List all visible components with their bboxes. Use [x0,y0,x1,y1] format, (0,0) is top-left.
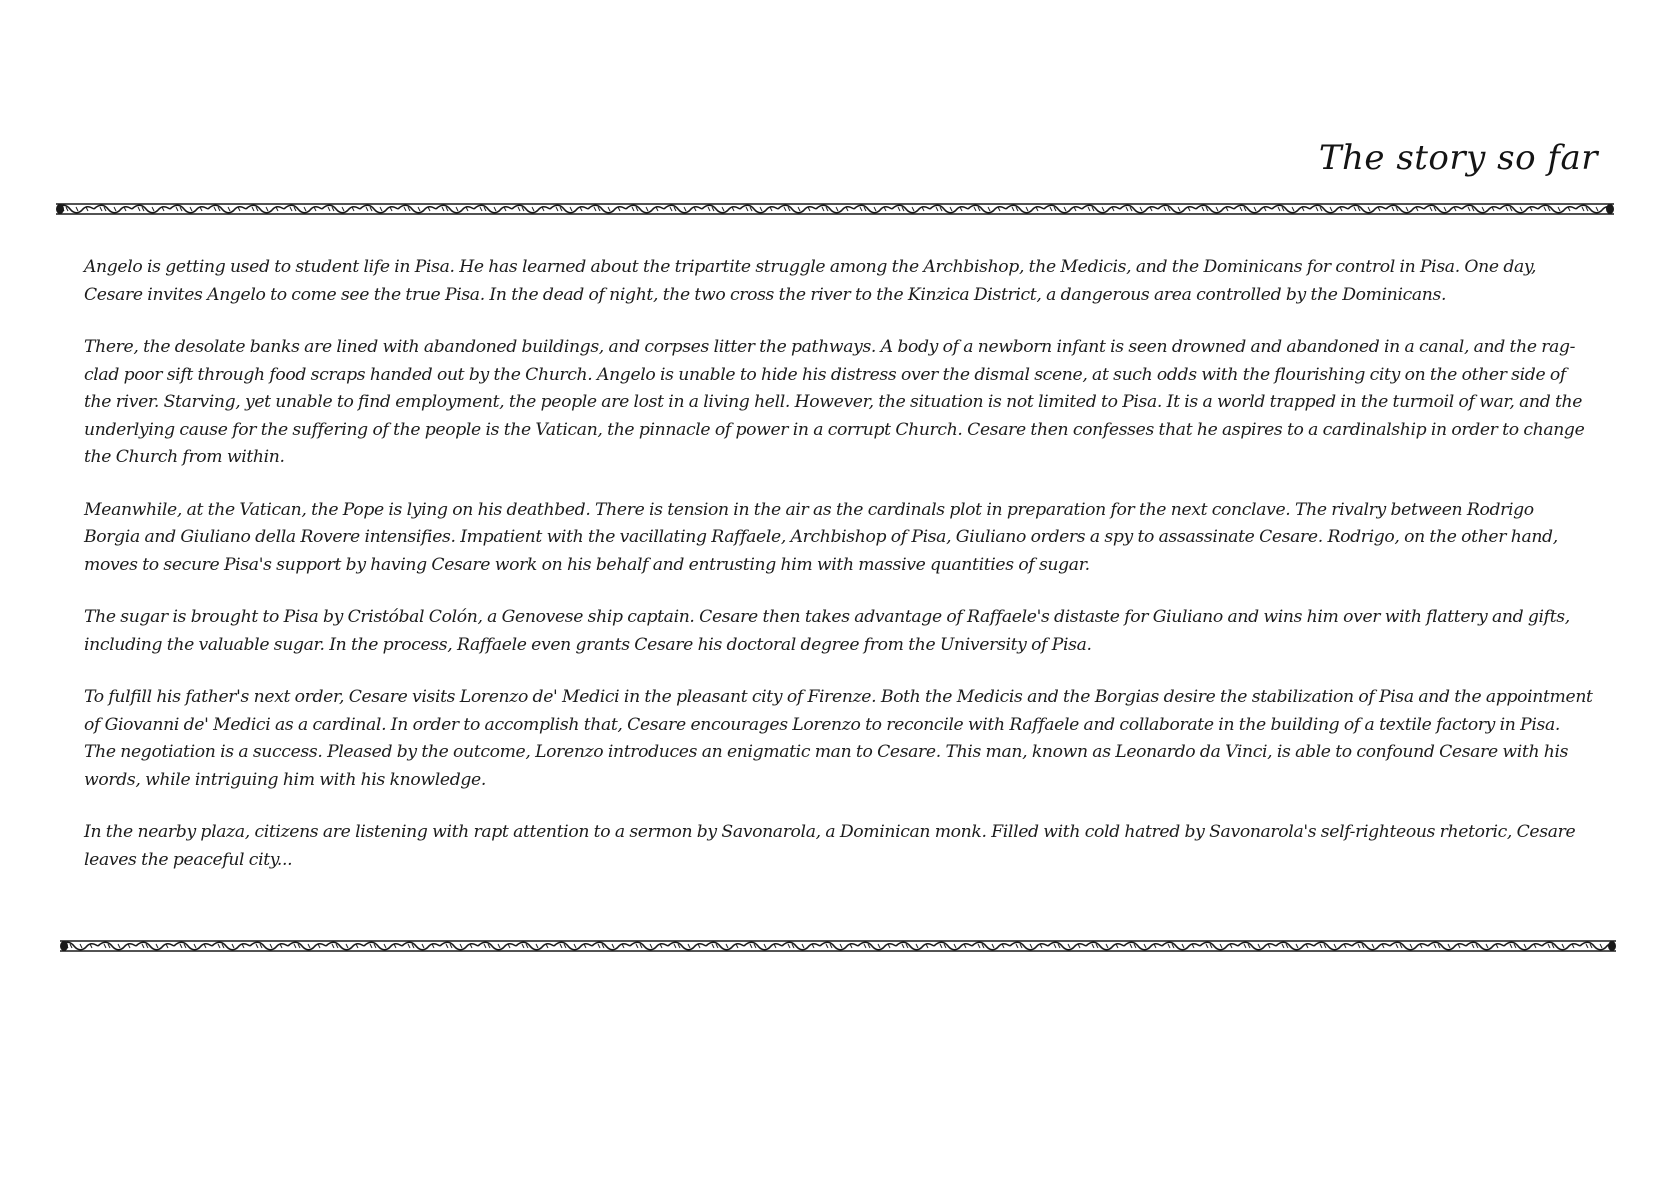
story-paragraph: Angelo is getting used to student life in Pisa. He has learned about the tripartite struggle among the Archbishop, the Medicis, and the Dominicans for control in Pisa. One day, Cesare invites Angelo to come see the true Pisa. In the dead of night, the two cross the river to the Kinzica District, a dangerous area controlled by the Dominicans. [84,257,1537,305]
story-paragraph: Meanwhile, at the Vatican, the Pope is lying on his deathbed. There is tension in the air as the cardinals plot in preparation for the next conclave. The rivalry between Rodrigo Borgia and Giuliano della Rovere intensifies. Impatient with the vacillating Raffaele, Archbishop of Pisa, Giuliano orders a spy to assassinate Cesare. Rodrigo, on the other hand, moves to secure Pisa's support by having Cesare work on his behalf and entrusting him with massive quantities of sugar. [84,499,1558,575]
story-paragraph: There, the desolate banks are lined with abandoned buildings, and corpses litter the pathways. A body of a newborn infant is seen drowned and abandoned in a canal, and the rag-clad poor sift through food scraps handed out by the Church. Angelo is unable to hide his distress over the dismal scene, at such odds with the flourishing city on the other side of the river. Starving, yet unable to find employment, the people are lost in a living hell. However, the situation is not limited to Pisa. It is a world trapped in the turmoil of war, and the underlying cause for the suffering of the people is the Vatican, the pinnacle of power in a corrupt Church. Cesare then confesses that he aspires to a cardinalship in order to change the Church from within. [84,337,1585,467]
story-paragraph: To fulfill his father's next order, Cesare visits Lorenzo de' Medici in the pleasant city of Firenze. Both the Medicis and the Borgias desire the stabilization of Pisa and the appointment of Giovanni de' Medici as a cardinal. In order to accomplish that, Cesare encourages Lorenzo to reconcile with Raffaele and collaborate in the building of a textile factory in Pisa. The negotiation is a success. Pleased by the outcome, Lorenzo introduces an enigmatic man to Cesare. This man, known as Leonardo da Vinci, is able to confound Cesare with his words, while intriguing him with his knowledge. [84,687,1593,790]
page-title: The story so far [1318,138,1598,178]
ornamental-border-bottom [60,939,1616,953]
ornamental-border-top [56,202,1614,216]
ornamental-divider-bottom [60,939,1616,953]
story-summary [84,254,1594,899]
ornamental-divider-top [56,202,1614,216]
story-paragraph: In the nearby plaza, citizens are listening with rapt attention to a sermon by Savonarola, a Dominican monk. Filled with cold hatred by Savonarola's self-righteous rhetoric, Cesare leaves the peaceful city... [84,822,1576,870]
story-paragraph: The sugar is brought to Pisa by Cristóbal Colón, a Genovese ship captain. Cesare then takes advantage of Raffaele's distaste for Giuliano and wins him over with flattery and gifts, including the valuable sugar. In the process, Raffaele even grants Cesare his doctoral degree from the University of Pisa. [84,607,1570,655]
